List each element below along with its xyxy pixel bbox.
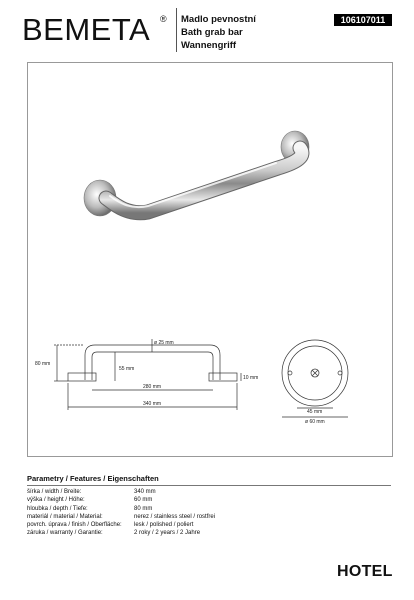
param-row <box>27 496 215 504</box>
dim-diameter-bar: ø 25 mm <box>154 340 174 346</box>
param-row <box>27 488 215 496</box>
svg-text:BEMETA: BEMETA <box>22 12 151 47</box>
dim-inner-width: 280 mm <box>143 384 162 390</box>
param-row <box>27 513 215 521</box>
param-label: výška / height / Höhe: <box>27 497 85 504</box>
product-name-cz: Madlo pevnostní <box>181 14 256 25</box>
param-value: 340 mm <box>134 489 156 495</box>
dim-rosette-diameter: ø 60 mm <box>305 419 325 425</box>
dim-inner-height: 55 mm <box>119 366 135 372</box>
rosette-drawing <box>275 335 370 430</box>
param-label: povrch. úprava / finish / Oberfläche: <box>27 522 122 529</box>
param-value: lesk / polished / poliert <box>134 522 194 529</box>
dim-base-thickness: 10 mm <box>243 375 259 381</box>
param-label: šírka / width / Breite: <box>27 489 82 495</box>
collection-name: HOTEL <box>337 563 393 580</box>
product-name-en: Bath grab bar <box>181 27 243 38</box>
dim-screw-offset: 45 mm <box>307 409 323 415</box>
product-name-de: Wannengriff <box>181 40 237 51</box>
header-divider <box>176 8 177 52</box>
param-label: materiál / material / Material: <box>27 513 103 520</box>
product-code: 106107011 <box>334 14 392 26</box>
parameters-title: Parametry / Features / Eigenschaften <box>27 474 159 483</box>
parameters-divider <box>27 485 391 486</box>
param-label: hloubka / depth / Tiefe: <box>27 505 88 512</box>
dim-height: 80 mm <box>35 361 51 367</box>
param-label: záruka / warranty / Garantie: <box>27 530 103 537</box>
grab-bar-illustration <box>70 120 330 240</box>
param-value: nerez / stainless steel / rostfrei <box>134 513 216 520</box>
param-value: 2 roky / 2 years / 2 Jahre <box>134 530 201 537</box>
param-value: 60 mm <box>134 497 153 504</box>
svg-text:®: ® <box>160 14 167 24</box>
bemeta-logo <box>22 10 172 48</box>
param-row <box>27 521 215 529</box>
front-view-drawing <box>35 335 275 425</box>
param-value: 80 mm <box>134 505 153 512</box>
parameters-table <box>27 488 215 538</box>
param-row <box>27 505 215 513</box>
dim-total-width: 340 mm <box>143 401 162 407</box>
product-names <box>181 13 256 52</box>
param-row <box>27 529 215 537</box>
